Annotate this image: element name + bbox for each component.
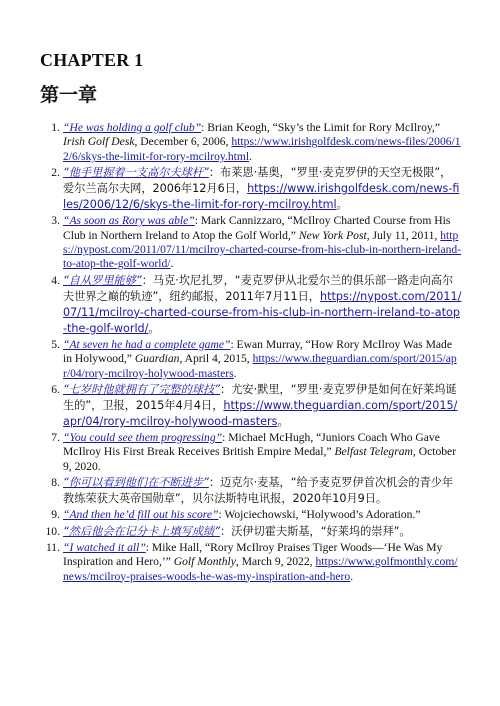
endnote-punctuation: 。 <box>277 415 289 429</box>
endnote <box>40 214 462 272</box>
endnote <box>40 338 462 381</box>
endnote-punctuation: 。 <box>336 198 348 212</box>
publication-title: Golf Monthly <box>173 555 236 569</box>
endnote-number: 10. <box>45 524 60 538</box>
endnote-number: 2. <box>51 166 60 180</box>
endnote-cited-phrase-link[interactable]: “自从罗里能够” <box>63 273 142 287</box>
endnote-cited-phrase-link[interactable]: “And then he’d fill out his score” <box>63 508 219 522</box>
source-url-link[interactable]: https://www.theguardian.com/sport/2015/apr/04/rory-mcilroy-holywood-masters <box>63 352 457 380</box>
endnote-text: : Mark Cannizzaro, “McIlroy Charted Course from His Club in Northern Ireland to Atop the Golf World,” <box>63 214 451 242</box>
endnote-text: : Mike Hall, “Rory McIlroy Praises Tiger Woods—‘He Was My Inspiration and Hero,’” <box>63 540 443 569</box>
endnote <box>40 541 462 584</box>
endnote-cited-phrase-link[interactable]: “As soon as Rory was able” <box>63 214 195 228</box>
endnote <box>40 475 462 507</box>
endnote-text: : Wojciechowski, “Holywood’s Adoration.” <box>218 508 421 522</box>
endnote-text: , December 6, 2006, <box>134 135 232 149</box>
publication-title: Irish Golf Desk <box>63 135 135 149</box>
endnote-number: 7. <box>51 431 60 445</box>
endnote-cited-phrase-link[interactable]: “你可以看到他们在不断进步” <box>63 476 209 490</box>
publication-title: Belfast Telegram <box>334 445 413 459</box>
endnote-text: ：尤安·默里，“罗里·麦克罗伊是如何在好莱坞诞生的”，卫报，2015年4月4日， <box>63 383 457 413</box>
source-url-link[interactable]: https://www.golfmonthly.com/news/mcilroy-praises-woods-he-was-my-inspiration-and-hero <box>63 555 458 583</box>
endnote <box>40 273 462 337</box>
endnote-cited-phrase-link[interactable]: “七岁时他就拥有了完整的球技” <box>63 383 221 397</box>
publication-title: New York Post <box>298 228 367 242</box>
source-url-link[interactable]: https://www.theguardian.com/sport/2015/apr/04/rory-mcilroy-holywood-masters <box>63 399 458 429</box>
endnote <box>40 165 462 213</box>
endnote-text: , April 4, 2015, <box>179 352 253 366</box>
endnote-text: ：马克·坎尼扎罗，“麦克罗伊从北爱尔兰的俱乐部一路走向高尔夫世界之巅的轨迹”，纽约邮报，2011年7月11日， <box>63 273 454 303</box>
endnote-cited-phrase-link[interactable]: “然后他会在记分卡上填写成绩” <box>63 524 221 538</box>
endnote-text: , March 9, 2022, <box>235 555 316 569</box>
endnote-cited-phrase-link[interactable]: “他手里握着一支高尔夫球杆” <box>63 166 209 180</box>
source-url-link[interactable]: https://nypost.com/2011/07/11/mcilroy-charted-course-from-his-club-in-northern-ireland-to-atop-the-golf-world/ <box>63 289 462 335</box>
endnote <box>40 508 462 522</box>
endnotes-list <box>40 121 462 584</box>
endnote-number: 11. <box>45 540 60 554</box>
endnote-text: : Michael McHugh, “Juniors Coach Who Gave McIlroy His First Break Receives British Empire Medal,” <box>63 431 440 459</box>
endnote-punctuation: . <box>249 149 252 163</box>
endnote-cited-phrase-link[interactable]: “I watched it all” <box>63 540 146 554</box>
source-url-link[interactable]: https://www.irishgolfdesk.com/news-files/2006/12/6/skys-the-limit-for-rory-mcilroy.html <box>63 182 460 212</box>
endnote-number: 4. <box>51 273 60 287</box>
endnote-number: 3. <box>51 214 60 228</box>
endnote-text: , October 9, 2020. <box>63 445 457 473</box>
endnote-number: 8. <box>51 476 60 490</box>
endnote-punctuation: . <box>170 257 174 271</box>
chapter-heading: CHAPTER 1 <box>40 50 144 70</box>
endnote-number: 1. <box>51 121 60 134</box>
endnote-number: 9. <box>51 508 60 522</box>
source-url-link[interactable]: https://nypost.com/2011/07/11/mcilroy-charted-course-from-his-club-in-northern-ireland-to-atop-the-golf-world/ <box>63 228 462 271</box>
endnote-punctuation: 。 <box>148 321 160 335</box>
endnote-punctuation: . <box>233 366 237 380</box>
endnote-text: ：布莱恩·基奥，“罗里·麦克罗伊的天空无极限”，爱尔兰高尔夫网，2006年12月6日， <box>63 166 452 196</box>
endnote <box>40 121 462 164</box>
chapter-heading-chinese: 第一章 <box>40 84 98 106</box>
endnote-text: : Ewan Murray, “How Rory McIlroy Was Made in Holywood,” <box>63 337 452 366</box>
endnote-text: ：迈克尔·麦基，“给予麦克罗伊首次机会的青少年教练荣获大英帝国勋章”，贝尔法斯特电讯报，2020年10月9日。 <box>63 476 454 506</box>
endnote-number: 6. <box>51 383 60 397</box>
endnote-cited-phrase-link[interactable]: “You could see them progressing” <box>63 431 223 445</box>
endnote-cited-phrase-link[interactable]: “At seven he had a complete game” <box>63 337 231 351</box>
endnote-text: , July 11, 2011, <box>366 228 441 242</box>
source-url-link[interactable]: https://www.irishgolfdesk.com/news-files/2006/12/6/skys-the-limit-for-rory-mcilroy.html <box>63 135 461 163</box>
publication-title: Guardian <box>134 352 180 366</box>
endnote-text: : Brian Keogh, “Sky’s the Limit for Rory McIlroy,” <box>201 121 440 134</box>
endnote-text: ：沃伊切霍夫斯基，“好莱坞的崇拜”。 <box>220 524 411 538</box>
endnote-cited-phrase-link[interactable]: “He was holding a golf club” <box>63 121 202 134</box>
endnote <box>40 382 462 430</box>
endnote-punctuation: . <box>350 569 354 583</box>
endnote <box>40 524 462 540</box>
endnote-number: 5. <box>51 337 60 351</box>
endnote <box>40 431 462 474</box>
